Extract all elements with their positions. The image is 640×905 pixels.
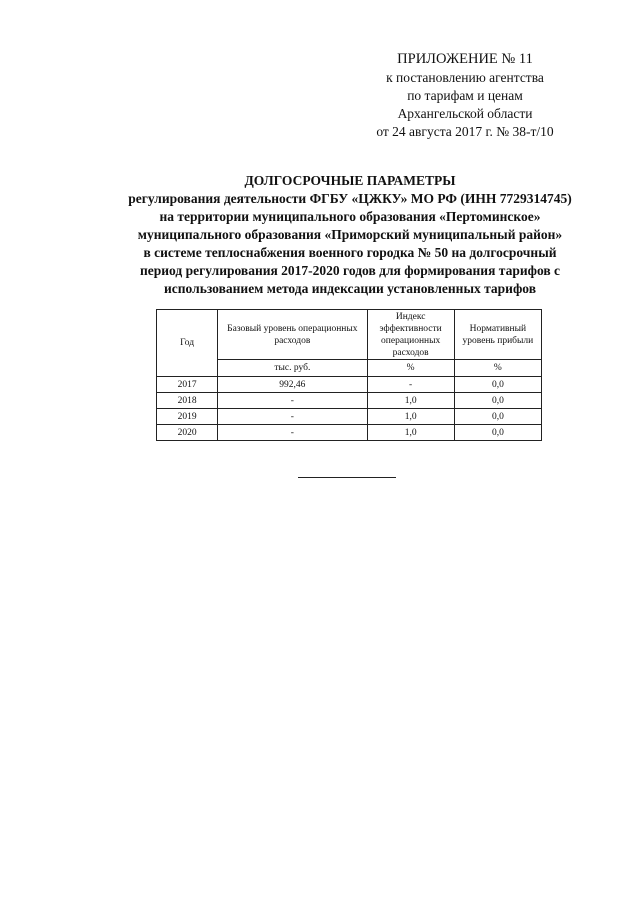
cell-base-cost: - — [218, 425, 367, 441]
appendix-line: к постановлению агентства — [386, 70, 544, 85]
cell-year: 2020 — [157, 425, 218, 441]
unit-efficiency-index: % — [367, 360, 454, 377]
unit-profit-level: % — [454, 360, 541, 377]
title-line: период регулирования 2017-2020 годов для формирования тарифов с — [139, 263, 561, 278]
parameters-table — [156, 309, 542, 441]
title-line: на территории муниципального образования «Пертоминское» — [159, 209, 541, 224]
header-efficiency-index: Индекс эффективности операционных расходов — [367, 310, 454, 360]
cell-profit-level: 0,0 — [454, 377, 541, 393]
cell-base-cost: 992,46 — [218, 377, 367, 393]
title-line: регулирования деятельности ФГБУ «ЦЖКУ» МО РФ (ИНН 7729314745) — [128, 191, 572, 206]
header-profit-level: Нормативный уровень прибыли — [454, 310, 541, 360]
cell-base-cost: - — [218, 393, 367, 409]
appendix-heading: ПРИЛОЖЕНИЕ № 11 — [397, 51, 533, 67]
unit-base-cost: тыс. руб. — [218, 360, 367, 377]
cell-efficiency-index: 1,0 — [367, 409, 454, 425]
cell-profit-level: 0,0 — [454, 393, 541, 409]
title-line: использованием метода индексации установленных тарифов — [164, 281, 536, 296]
cell-year: 2018 — [157, 393, 218, 409]
cell-year: 2017 — [157, 377, 218, 393]
table-row — [157, 393, 542, 409]
title-line: в системе теплоснабжения военного городка № 50 на долгосрочный — [143, 245, 557, 260]
closing-separator-line — [298, 477, 396, 478]
header-year: Год — [157, 310, 218, 377]
appendix-line: от 24 августа 2017 г. № 38-т/10 — [376, 124, 554, 139]
header-base-cost: Базовый уровень операционных расходов — [218, 310, 367, 360]
cell-efficiency-index: - — [367, 377, 454, 393]
appendix-block — [330, 50, 600, 141]
document-title — [60, 172, 640, 298]
appendix-line: по тарифам и ценам — [407, 88, 523, 103]
title-line: муниципального образования «Приморский муниципальный район» — [137, 227, 563, 242]
title-line: ДОЛГОСРОЧНЫЕ ПАРАМЕТРЫ — [244, 173, 456, 188]
table-row — [157, 425, 542, 441]
cell-year: 2019 — [157, 409, 218, 425]
table-row — [157, 409, 542, 425]
cell-efficiency-index: 1,0 — [367, 425, 454, 441]
cell-base-cost: - — [218, 409, 367, 425]
cell-profit-level: 0,0 — [454, 425, 541, 441]
table-header-row — [157, 310, 542, 360]
cell-profit-level: 0,0 — [454, 409, 541, 425]
cell-efficiency-index: 1,0 — [367, 393, 454, 409]
appendix-line: Архангельской области — [397, 106, 533, 121]
table-row — [157, 377, 542, 393]
